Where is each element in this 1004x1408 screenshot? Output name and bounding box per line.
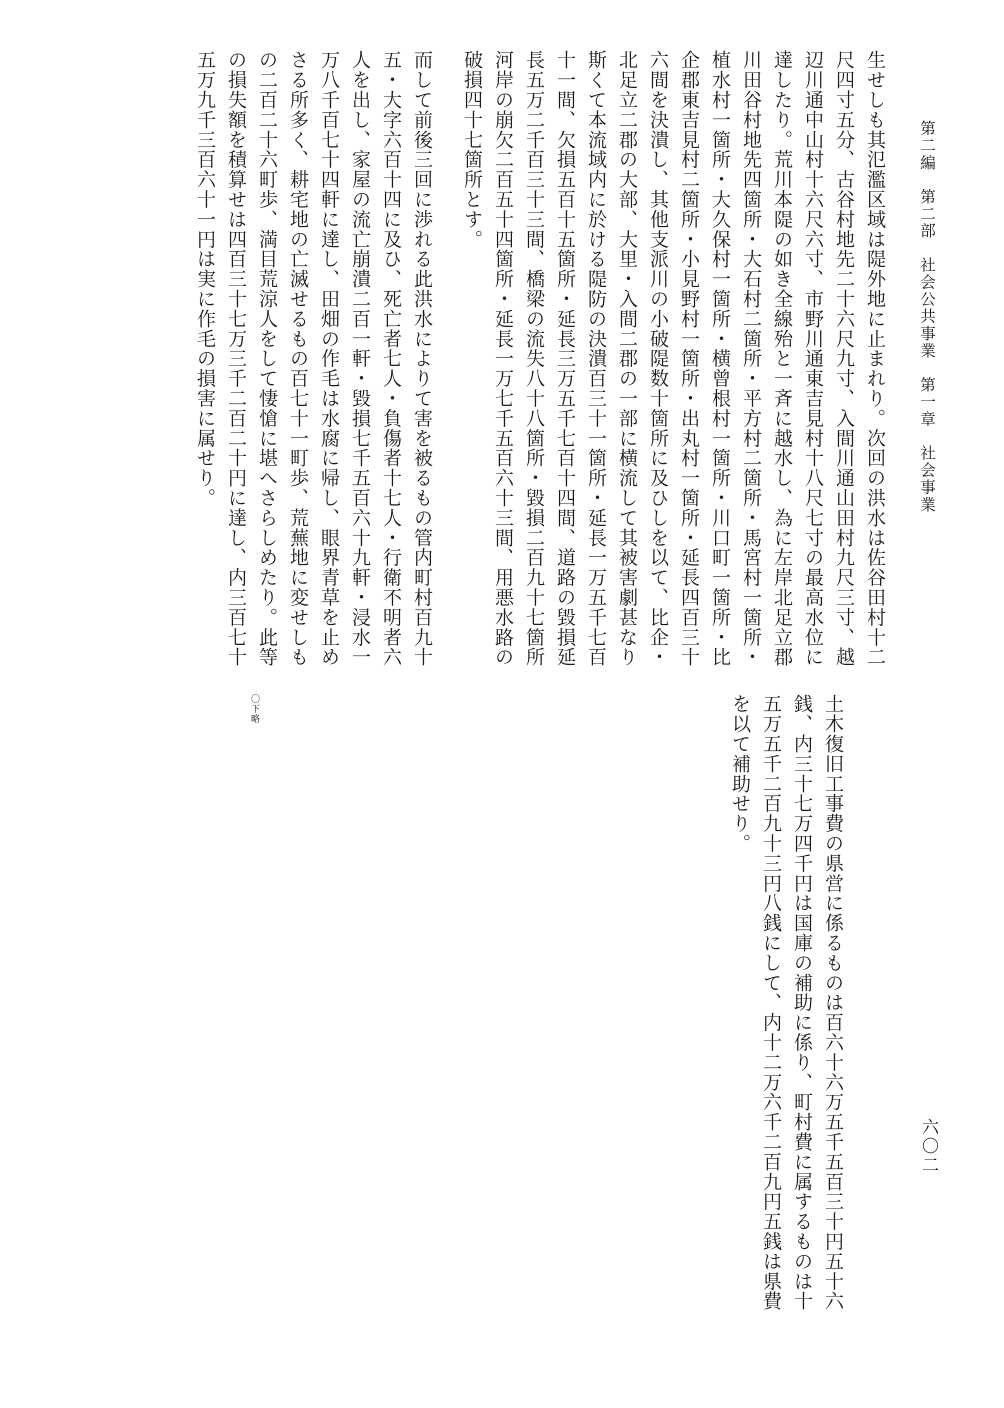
text-line: 生せしも其氾濫区域は隄外地に止まれり。次回の洪水は佐谷田村十二: [864, 50, 886, 667]
text-line: 尺四寸五分、古谷村地先二十六尺九寸、入間川通山田村九尺三寸、越: [833, 50, 855, 667]
text-line: 万八千百七十四軒に達し、田畑の作毛は水腐に帰し、眼界青草を止め: [318, 50, 340, 667]
text-line: の二百二十六町歩、満目荒涼人をして悽愴に堪へさらしめたり。此等: [256, 50, 278, 667]
text-line: 破損四十七箇所とす。: [461, 50, 483, 249]
text-line: 五・大字六百十四に及ひ、死亡者七人・負傷者十七人・行衛不明者六: [380, 50, 402, 667]
page-number: 六〇二: [918, 1118, 938, 1175]
text-line: 五万九千三百六十一円は実に作毛の損害に属せり。: [194, 50, 216, 508]
text-line: を以て補助せり。: [729, 694, 751, 854]
text-line: 土木復旧工事費の県営に係るものは百六十六万五千五百三十円五十六: [822, 694, 844, 1311]
text-line: 銭、内三十七万四千円は国庫の補助に係り、町村費に属するものは十: [791, 694, 813, 1311]
text-line: 北足立二郡の大部、大里・入間二郡の一部に横流して其被害劇甚なり: [616, 50, 638, 667]
text-line: の損失額を積算せは四百三十七万三千二百二十円に達し、内三百七十: [225, 50, 247, 667]
text-line: 河岸の崩欠二百五十四箇所・延長一万七千五百六十三間、用悪水路の: [492, 50, 514, 667]
text-line: 植水村一箇所・大久保村一箇所・横曾根村一箇所・川口町一箇所・比: [709, 50, 731, 667]
text-line: 長五万二千百三十三間、橋梁の流失八十八箇所・毀損二百九十七箇所: [523, 50, 545, 667]
text-line: 達したり。荒川本隄の如き全線殆と一斉に越水し、為に左岸北足立郡: [771, 50, 793, 667]
text-line: 斯くて本流域内に於ける隄防の決潰百三十一箇所・延長一万五千七百: [585, 50, 607, 667]
omission-note: 〇下略: [249, 694, 259, 724]
text-line: 人を出し、家屋の流亡崩潰二百一軒・毀損七千五百六十九軒・浸水一: [349, 50, 371, 667]
text-line: 五万五千二百九十三円八銭にして、内十二万六千二百九円五銭は県費: [760, 694, 782, 1311]
running-header: 第二編 第二部 社会公共事業 第一章 社会事業: [918, 120, 936, 514]
text-line: 六間を決潰し、其他支派川の小破隄数十箇所に及ひしを以て、比企・: [647, 50, 669, 667]
paragraph-start-line: 而して前後三回に渉れる此洪水によりて害を被るもの管内町村百九十: [411, 50, 433, 667]
lower-text-block: [724, 694, 848, 1311]
text-line: 辺川通中山村十六尺六寸、市野川通東吉見村十八尺七寸の最高水位に: [802, 50, 824, 667]
text-line: さる所多く、耕宅地の亡滅せるもの百七十一町歩、荒蕪地に変せしも: [287, 50, 309, 667]
text-line: 企郡東吉見村二箇所・小見野村一箇所・出丸村一箇所・延長四百三十: [678, 50, 700, 667]
upper-text-block: [189, 50, 890, 667]
text-line: 十一間、欠損五百十五箇所・延長三万五千七百十四間、道路の毀損延: [554, 50, 576, 667]
text-line: 川田谷村地先四箇所・大石村二箇所・平方村二箇所・馬宮村一箇所・: [740, 50, 762, 667]
